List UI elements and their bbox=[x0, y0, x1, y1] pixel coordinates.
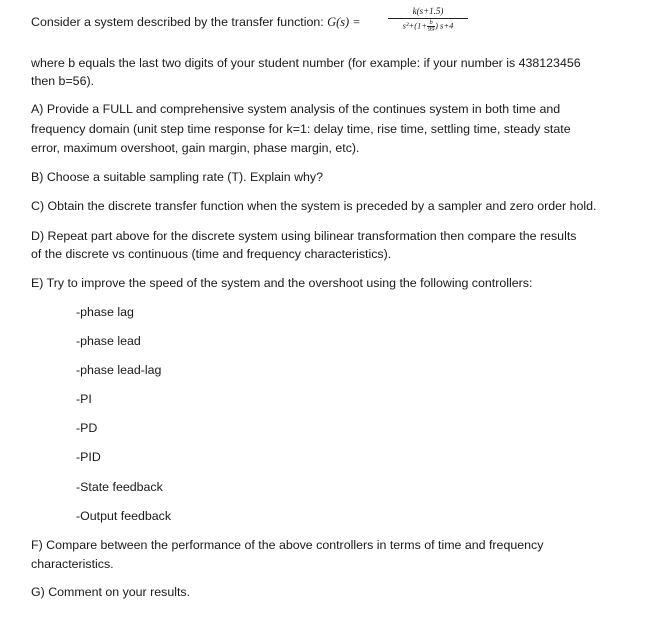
part-b: B) Choose a suitable sampling rate (T). Explain why? bbox=[31, 170, 324, 184]
den-pre: s²+(1+ bbox=[402, 20, 428, 31]
part-d-line-2: of the discrete vs continuous (time and frequency characteristics). bbox=[31, 247, 392, 261]
tf-numerator: k(s+1.5) bbox=[412, 6, 444, 16]
transfer-function-fraction bbox=[388, 6, 468, 33]
controller-item: -PID bbox=[76, 450, 101, 464]
controller-item: -PD bbox=[76, 421, 98, 435]
controller-item: -phase lead-lag bbox=[76, 363, 162, 377]
part-f-line-2: characteristics. bbox=[31, 557, 114, 571]
part-c: C) Obtain the discrete transfer function when the system is preceded by a sampler and zero order hold. bbox=[31, 199, 597, 213]
student-line-1: where b equals the last two digits of your student number (for example: if your number is 438123456 bbox=[31, 56, 581, 70]
controller-item: -Output feedback bbox=[76, 509, 172, 523]
fraction-bar bbox=[388, 18, 468, 19]
mini-99: 99 bbox=[427, 26, 435, 33]
part-a-line-1: A) Provide a FULL and comprehensive system analysis of the continues system in both time and bbox=[31, 102, 561, 116]
b-over-99 bbox=[427, 20, 435, 33]
part-e-heading: E) Try to improve the speed of the system and the overshoot using the following controllers: bbox=[31, 276, 533, 290]
intro-text bbox=[31, 15, 361, 30]
part-f-line-1: F) Compare between the performance of the above controllers in terms of time and frequency bbox=[31, 538, 544, 552]
mini-b: b bbox=[429, 19, 433, 26]
controller-item: -phase lag bbox=[76, 305, 134, 319]
tf-denominator bbox=[388, 20, 468, 33]
den-post: ) s+4 bbox=[435, 20, 454, 31]
part-d-line-1: D) Repeat part above for the discrete system using bilinear transformation then compare the results bbox=[31, 229, 577, 243]
controller-item: -phase lead bbox=[76, 334, 141, 348]
part-a-line-2: frequency domain (unit step time response for k=1: delay time, rise time, settling time, steady state bbox=[31, 122, 571, 136]
part-a-line-3: error, maximum overshoot, gain margin, phase margin, etc). bbox=[31, 141, 360, 155]
gs-label: G(s) = bbox=[327, 15, 361, 29]
student-line-2: then b=56). bbox=[31, 74, 95, 88]
intro-label: Consider a system described by the transfer function: bbox=[31, 15, 324, 29]
controller-item: -State feedback bbox=[76, 480, 163, 494]
part-g: G) Comment on your results. bbox=[31, 585, 191, 599]
controller-item: -PI bbox=[76, 392, 92, 406]
